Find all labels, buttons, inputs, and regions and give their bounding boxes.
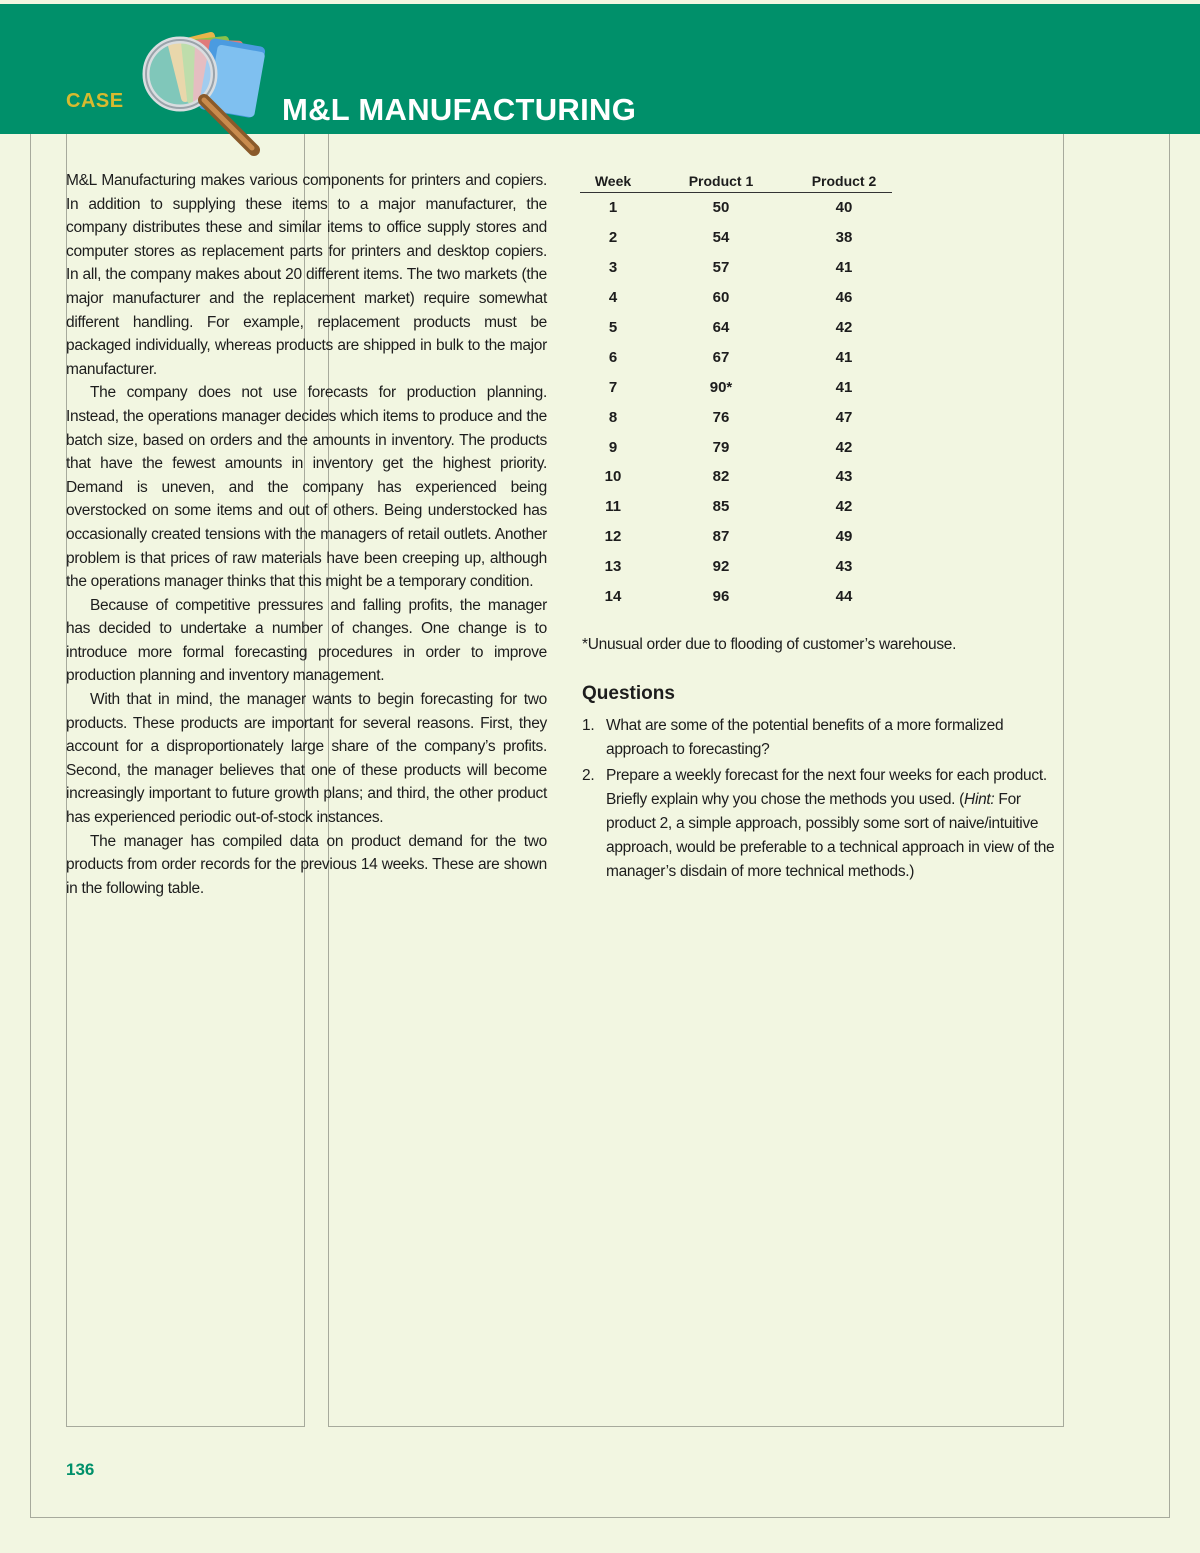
- table-cell: 14: [604, 588, 622, 606]
- table-cell: 7: [608, 378, 618, 396]
- table-cell: 38: [835, 229, 853, 247]
- hint-label: Hint:: [964, 791, 995, 808]
- table-cell: 1: [608, 199, 618, 217]
- table-cell: 6: [608, 348, 618, 366]
- table-cell: 46: [835, 289, 853, 307]
- table-row: [580, 462, 892, 492]
- table-cell: 9: [608, 438, 618, 456]
- table-cell: 8: [608, 408, 618, 426]
- table-row: [580, 342, 892, 372]
- table-cell: 41: [835, 348, 853, 366]
- table-cell: 13: [604, 558, 622, 576]
- body-paragraph: With that in mind, the manager wants to begin forecasting for two products. These products are important for several reasons. First, they account for a disproportionately large share of the company’s profits. Second, the manager believes that one of these products will become increasingly important to future growth plans; and third, the other product has experienced periodic out-of-stock instances.: [66, 691, 547, 827]
- question-item: [582, 714, 1060, 762]
- question-number: 2.: [582, 767, 595, 784]
- table-cell: 41: [835, 259, 853, 277]
- table-cell: 42: [835, 498, 853, 516]
- table-cell: 43: [835, 468, 853, 486]
- table-row: [580, 372, 892, 402]
- table-row: [580, 253, 892, 283]
- table-footnote: *Unusual order due to flooding of customer’s warehouse.: [582, 636, 957, 653]
- table-cell: 54: [712, 229, 730, 247]
- demand-table: [580, 170, 892, 611]
- table-cell: 57: [712, 259, 730, 277]
- hint-text: For product 2, a simple approach, possibly some sort of naive/intuitive approach, would be preferable to a technical approach in view of the manager’s disdain of more technical methods.): [606, 791, 1055, 880]
- table-cell: 64: [712, 319, 730, 336]
- column-header-week: Week: [580, 170, 646, 193]
- table-row: [580, 283, 892, 313]
- table-cell: 85: [712, 498, 730, 516]
- table-row: [580, 223, 892, 253]
- table-cell: 2: [608, 229, 618, 247]
- table-cell: 76: [712, 408, 730, 426]
- table-cell: 67: [712, 348, 730, 366]
- question-text: Prepare a weekly forecast for the next four weeks for each product. Briefly explain why you chose the methods you used.: [606, 767, 1047, 808]
- table-cell: 92: [712, 558, 730, 576]
- question-number: 1.: [582, 717, 595, 734]
- table-header-row: [580, 170, 892, 193]
- table-cell: 44: [835, 588, 853, 606]
- table-cell: 3: [608, 259, 618, 277]
- body-paragraph: Because of competitive pressures and falling profits, the manager has decided to undertake a number of changes. One change is to introduce more formal forecasting procedures in order to improve production planning and inventory management.: [66, 596, 547, 685]
- table-cell: 50: [712, 199, 730, 217]
- questions-list: [582, 714, 1060, 886]
- table-cell: 4: [608, 289, 618, 307]
- case-body-text: [66, 169, 547, 900]
- table-cell: 47: [835, 408, 853, 426]
- table-row: [580, 552, 892, 582]
- table-cell: 96: [712, 588, 730, 606]
- table-cell: 5: [608, 319, 618, 336]
- table-row: [580, 582, 892, 612]
- table-cell: 12: [604, 528, 622, 546]
- table-cell: 40: [835, 199, 853, 217]
- table-cell: 60: [712, 289, 730, 307]
- hint-open-paren: (: [959, 791, 965, 808]
- table-row: [580, 432, 892, 462]
- table-row: [580, 402, 892, 432]
- table-cell: 49: [835, 528, 853, 546]
- body-paragraph: The company does not use forecasts for production planning. Instead, the operations manager decides which items to produce and the batch size, based on orders and the amounts in inventory. The products that have the fewest amounts in inventory get the highest priority. Demand is uneven, and the company has experienced being overstocked on some items and out of others. Being understocked has occasionally created tensions with the managers of retail outlets. Another problem is that prices of raw materials have been creeping up, although the operations manager thinks that this might be a temporary condition.: [66, 384, 547, 591]
- table-row: [580, 522, 892, 552]
- column-header-product-1: Product 1: [646, 170, 796, 193]
- body-paragraph: M&L Manufacturing makes various components for printers and copiers. In addition to supplying these items to a major manufacturer, the company distributes these and similar items to office supply stores and computer stores as replacement parts for printers and desktop copiers. In all, the company makes about 20 different items. The two markets (the major manufacturer and the replacement market) require somewhat different handling. For example, replacement products must be packaged individually, whereas products are shipped in bulk to the major manufacturer.: [66, 172, 547, 378]
- table-cell: 10: [604, 468, 622, 486]
- table-row: [580, 492, 892, 522]
- table-cell: 87: [712, 528, 730, 546]
- column-header-product-2: Product 2: [796, 170, 892, 193]
- case-title: M&L MANUFACTURING: [282, 92, 637, 127]
- table-row: [580, 193, 892, 223]
- table-cell: 82: [712, 468, 730, 486]
- table-cell: 11: [605, 498, 621, 516]
- page-number: 136: [66, 1460, 95, 1479]
- table-row: [580, 313, 892, 343]
- table-cell: 42: [835, 438, 853, 456]
- case-label: CASE: [66, 90, 124, 112]
- table-cell: 79: [712, 438, 730, 456]
- table-cell: 90*: [709, 378, 733, 396]
- question-text: What are some of the potential benefits of a more formalized approach to forecasting?: [606, 717, 1004, 758]
- table-cell: 41: [835, 378, 853, 396]
- table-cell: 43: [835, 558, 853, 576]
- question-item: [582, 764, 1060, 884]
- folders-magnifier-icon: [132, 22, 282, 162]
- questions-heading: Questions: [582, 683, 675, 704]
- table-cell: 42: [835, 319, 853, 336]
- body-paragraph: The manager has compiled data on product demand for the two products from order records for the previous 14 weeks. These are shown in the following table.: [66, 832, 547, 897]
